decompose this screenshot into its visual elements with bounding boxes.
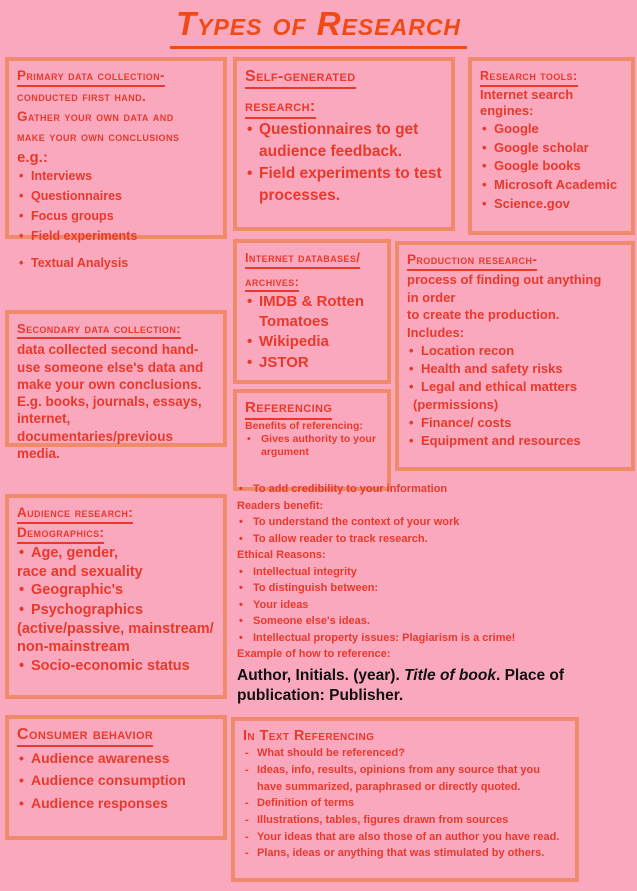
list-item: • Audience awareness <box>17 747 215 769</box>
databases-heading-line-2: archives: <box>245 275 299 293</box>
card-consumer-behavior <box>5 715 227 840</box>
card-referencing <box>233 389 391 491</box>
list-item: • Your ideas <box>237 597 631 614</box>
card-body <box>235 721 575 866</box>
list-item: • Science.gov <box>480 195 623 214</box>
referencing-example-label: Example of how to reference: <box>237 648 391 660</box>
list-item: - What should be referenced? <box>243 745 567 762</box>
tools-list <box>480 120 623 214</box>
referencing-benefits-label: Benefits of referencing: <box>245 419 363 432</box>
list-item: • Intellectual property issues: Plagiarism is a crime! <box>237 630 631 647</box>
self-heading-line-2: research: <box>245 97 316 119</box>
production-list-2 <box>407 414 623 450</box>
list-item: - Your ideas that are also those of an author you have read. <box>243 829 567 846</box>
list-item: • Google <box>480 120 623 139</box>
intext-heading: In Text Referencing <box>243 728 375 744</box>
card-body <box>399 245 631 454</box>
referencing-readers-label: Readers benefit: <box>237 499 324 512</box>
list-item: • To add credibility to your information <box>237 481 631 498</box>
list-item: - Illustrations, tables, figures drawn from sources <box>243 812 567 829</box>
list-item: • To distinguish between: <box>237 580 631 597</box>
production-line-1: process of finding out anything <box>407 271 602 287</box>
production-includes-label: Includes: <box>407 324 465 340</box>
card-body <box>9 61 223 277</box>
audience-continuation-1: race and sexuality <box>17 563 143 580</box>
list-item: • Finance/ costs <box>407 414 623 432</box>
intext-list <box>243 745 567 862</box>
list-item: • Field experiments <box>17 226 215 246</box>
referencing-ethical-list <box>237 564 631 647</box>
card-research-tools <box>468 57 635 235</box>
list-item: • IMDB & Rotten Tomatoes <box>245 292 379 332</box>
card-self-generated-research <box>233 57 455 231</box>
card-body <box>237 243 387 377</box>
list-item: • Interviews <box>17 166 215 186</box>
list-item: • Microsoft Academic <box>480 176 623 195</box>
primary-list <box>17 166 215 273</box>
list-item: • Audience responses <box>17 792 215 814</box>
card-audience-research <box>5 494 227 699</box>
citation-publisher-part: . Place of publication: Publisher. <box>237 666 565 704</box>
card-body <box>9 498 223 680</box>
primary-heading: Primary data collection- <box>17 68 165 87</box>
card-body <box>472 61 631 217</box>
list-item: • Questionnaires to get audience feedback. <box>245 119 443 163</box>
audience-list <box>17 544 215 563</box>
self-heading-line-1: Self-generated <box>245 67 356 89</box>
card-body <box>237 393 387 463</box>
primary-eg-label: e.g.: <box>17 148 48 166</box>
card-secondary-data-collection <box>5 310 227 461</box>
list-item: - Plans, ideas or anything that was stimulated by others. <box>243 845 567 862</box>
list-item: • Questionnaires <box>17 186 215 206</box>
list-item: • Gives authority to your argument <box>245 433 379 459</box>
referencing-continuation <box>237 481 631 706</box>
list-item: - Ideas, info, results, opinions from any source that you have summarized, paraphrased or directly quoted. <box>243 762 567 795</box>
audience-list-2 <box>17 581 215 619</box>
tools-heading: Research tools: <box>480 69 578 87</box>
consumer-heading: Consumer behavior <box>17 725 153 747</box>
list-item: • Health and safety risks <box>407 360 623 378</box>
card-in-text-referencing <box>231 717 579 882</box>
production-list <box>407 342 623 397</box>
list-item: • Socio-economic status <box>17 657 215 676</box>
list-item: • Google scholar <box>480 139 623 158</box>
list-item: • Legal and ethical matters <box>407 378 623 396</box>
referencing-heading: Referencing <box>245 399 332 420</box>
list-item: • Geographic's <box>17 581 215 600</box>
list-item: • Google books <box>480 157 623 176</box>
primary-line-3: make your own conclusions <box>17 129 180 145</box>
referencing-benefits-list <box>245 433 379 459</box>
databases-list <box>245 292 379 372</box>
list-item: • JSTOR <box>245 353 379 373</box>
card-body <box>237 61 451 211</box>
list-item: • Textual Analysis <box>17 253 215 273</box>
list-item: • Wikipedia <box>245 332 379 352</box>
list-item: • To allow reader to track research. <box>237 531 631 548</box>
production-heading: Production research- <box>407 252 537 271</box>
list-item: • Field experiments to test processes. <box>245 163 443 207</box>
secondary-heading: Secondary data collection: <box>17 321 181 339</box>
citation-title-part: Title of book <box>404 666 496 684</box>
audience-list-3 <box>17 657 215 676</box>
referencing-example-citation <box>237 666 631 706</box>
list-item: - Definition of terms <box>243 795 567 812</box>
list-item: • Intellectual integrity <box>237 564 631 581</box>
card-internet-databases <box>233 239 391 384</box>
self-list <box>245 119 443 207</box>
consumer-list <box>17 747 215 814</box>
referencing-readers-list <box>237 514 631 547</box>
tools-subheading: Internet search engines: <box>480 86 574 119</box>
poster-title-container <box>0 4 637 49</box>
primary-line-1: conducted first hand. <box>17 88 147 104</box>
primary-line-2: Gather your own data and <box>17 109 174 125</box>
audience-continuation-2: (active/passive, mainstream/ non-mainstream <box>17 620 214 656</box>
card-body <box>9 314 223 466</box>
databases-heading-line-1: Internet databases/ <box>245 251 360 269</box>
list-item: • Psychographics <box>17 601 215 620</box>
list-item: • Focus groups <box>17 206 215 226</box>
card-primary-data-collection <box>5 57 227 270</box>
audience-heading: Audience research: <box>17 505 133 524</box>
referencing-credibility-list <box>237 481 631 498</box>
production-line-2: in order <box>407 289 456 305</box>
list-item: • To understand the context of your work <box>237 514 631 531</box>
page-title: Types of Research <box>170 4 467 49</box>
production-permissions-note: (permissions) <box>413 397 499 413</box>
list-item: • Equipment and resources <box>407 432 623 450</box>
card-body <box>9 719 223 818</box>
secondary-body: data collected second hand- use someone else's data and make your own conclusions. E.g. books, journals, essays, internet, documentaries/previous media. <box>17 342 204 461</box>
production-line-3: to create the production. <box>407 307 560 323</box>
list-item: • Location recon <box>407 342 623 360</box>
citation-author-part: Author, Initials. (year). <box>237 666 405 684</box>
list-item: • Someone else's ideas. <box>237 613 631 630</box>
referencing-ethical-label: Ethical Reasons: <box>237 549 326 561</box>
list-item: • Age, gender, <box>17 544 215 563</box>
audience-subheading: Demographics: <box>17 525 104 544</box>
list-item: • Audience consumption <box>17 769 215 791</box>
card-production-research <box>395 241 635 471</box>
